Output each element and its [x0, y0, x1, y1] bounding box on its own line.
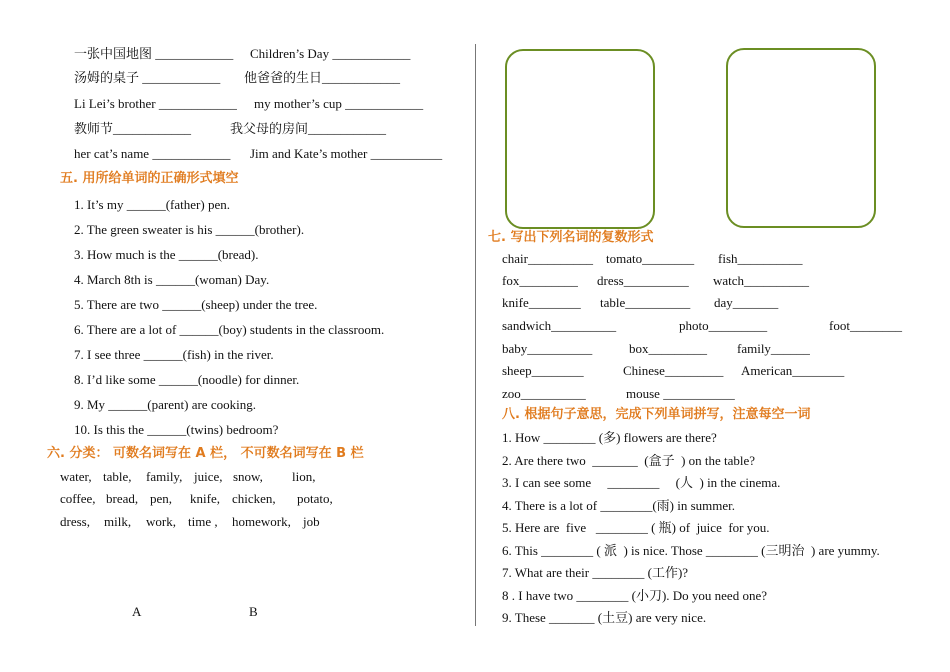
- column-divider: [475, 44, 476, 626]
- word-item: table,: [103, 469, 132, 484]
- phrase-item: 汤姆的桌子 ____________: [74, 70, 221, 85]
- word-item: homework,: [232, 514, 291, 529]
- word-item: family,: [146, 469, 183, 484]
- word-item: lion,: [292, 469, 316, 484]
- spelling-item: 6. This ________ ( 派 ) is nice. Those ________ (三明治 ) are yummy.: [502, 543, 880, 558]
- answer-box-a: [505, 49, 655, 229]
- column-a-label: A: [132, 604, 142, 619]
- plural-item: table__________: [600, 295, 691, 310]
- word-item: bread,: [106, 491, 139, 506]
- exercise-item: 9. My ______(parent) are cooking.: [74, 397, 256, 412]
- exercise-item: 7. I see three ______(fish) in the river.: [74, 347, 274, 362]
- word-item: coffee,: [60, 491, 96, 506]
- plural-item: sheep________: [502, 363, 584, 378]
- word-item: snow,: [233, 469, 263, 484]
- plural-item: watch__________: [713, 273, 810, 288]
- spelling-item: 1. How ________ (多) flowers are there?: [502, 430, 717, 445]
- phrase-item: her cat’s name ____________: [74, 146, 231, 161]
- plural-item: foot________: [829, 318, 902, 333]
- phrase-item: 一张中国地图 ____________: [74, 46, 234, 61]
- word-item: milk,: [104, 514, 132, 529]
- exercise-item: 10. Is this the ______(twins) bedroom?: [74, 422, 279, 437]
- exercise-item: 6. There are a lot of ______(boy) students in the classroom.: [74, 322, 385, 337]
- exercise-item: 1. It’s my ______(father) pen.: [74, 197, 230, 212]
- plural-item: knife________: [502, 295, 581, 310]
- plural-item: mouse ___________: [626, 386, 735, 401]
- exercise-item: 8. I’d like some ______(noodle) for dinner.: [74, 372, 300, 387]
- answer-box-b: [726, 48, 876, 228]
- plural-item: American________: [741, 363, 845, 378]
- phrase-item: 他爸爸的生日____________: [244, 70, 401, 85]
- section-7-title: 七. 写出下列名词的复数形式: [488, 230, 654, 245]
- plural-item: baby__________: [502, 341, 593, 356]
- section-5-title: 五. 用所给单词的正确形式填空: [60, 171, 239, 186]
- word-item: potato,: [297, 491, 333, 506]
- plural-item: dress__________: [597, 273, 689, 288]
- word-item: knife,: [190, 491, 220, 506]
- section-6-title: 六. 分类： 可数名词写在 A 栏， 不可数名词写在 B 栏: [47, 446, 364, 461]
- plural-item: box_________: [629, 341, 707, 356]
- word-item: water,: [60, 469, 92, 484]
- exercise-item: 4. March 8th is ______(woman) Day.: [74, 272, 270, 287]
- plural-item: tomato________: [606, 251, 695, 266]
- word-item: juice,: [194, 469, 223, 484]
- spelling-item: 3. I can see some ________ (人 ) in the cinema.: [502, 475, 781, 490]
- exercise-item: 5. There are two ______(sheep) under the tree.: [74, 297, 318, 312]
- phrase-item: 教师节____________: [74, 121, 192, 136]
- spelling-item: 9. These _______ (土豆) are very nice.: [502, 610, 707, 625]
- plural-item: fox_________: [502, 273, 578, 288]
- spelling-item: 2. Are there two _______ (盒子 ) on the table?: [502, 453, 756, 468]
- plural-item: Chinese_________: [623, 363, 724, 378]
- word-item: time ,: [188, 514, 218, 529]
- column-b-label: B: [249, 604, 258, 619]
- section-8-title: 八. 根据句子意思，完成下列单词拼写，注意每空一词: [502, 407, 811, 422]
- word-item: chicken,: [232, 491, 276, 506]
- phrase-item: Children’s Day ____________: [250, 46, 411, 61]
- plural-item: sandwich__________: [502, 318, 617, 333]
- spelling-item: 5. Here are five ________ ( 瓶) of juice for you.: [502, 520, 770, 535]
- plural-item: day_______: [714, 295, 779, 310]
- word-item: job: [303, 514, 320, 529]
- spelling-item: 4. There is a lot of ________(雨) in summer.: [502, 498, 736, 513]
- plural-item: fish__________: [718, 251, 803, 266]
- exercise-item: 3. How much is the ______(bread).: [74, 247, 259, 262]
- plural-item: zoo__________: [502, 386, 586, 401]
- plural-item: photo_________: [679, 318, 768, 333]
- spelling-item: 7. What are their ________ (工作)?: [502, 565, 689, 580]
- word-item: work,: [146, 514, 176, 529]
- word-item: pen,: [150, 491, 173, 506]
- plural-item: chair__________: [502, 251, 593, 266]
- phrase-item: Li Lei’s brother ____________: [74, 96, 237, 111]
- spelling-item: 8 . I have two ________ (小刀). Do you need one?: [502, 588, 767, 603]
- phrase-item: Jim and Kate’s mother ___________: [250, 146, 443, 161]
- exercise-item: 2. The green sweater is his ______(brother).: [74, 222, 305, 237]
- phrase-item: my mother’s cup ____________: [254, 96, 424, 111]
- word-item: dress,: [60, 514, 90, 529]
- plural-item: family______: [737, 341, 810, 356]
- phrase-item: 我父母的房间____________: [230, 121, 387, 136]
